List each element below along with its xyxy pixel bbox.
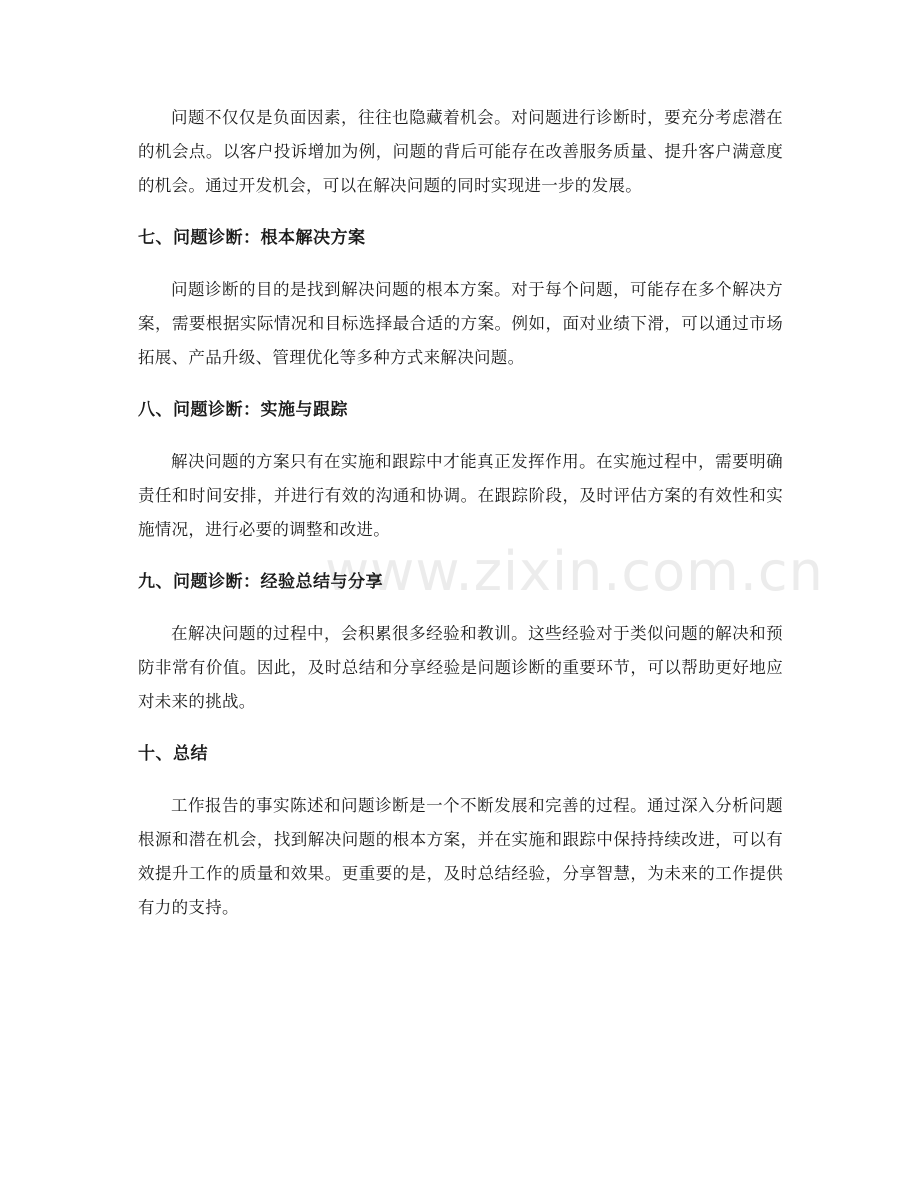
heading-section-8: 八、问题诊断：实施与跟踪 (138, 400, 348, 420)
heading-section-7: 七、问题诊断：根本解决方案 (138, 228, 366, 248)
document-body (138, 101, 783, 925)
watermark: www.zixin.com.cn (325, 540, 824, 603)
paragraph-section-8: 解决问题的方案只有在实施和跟踪中才能真正发挥作用。在实施过程中，需要明确责任和时间安排，并进行有效的沟通和协调。在跟踪阶段，及时评估方案的有效性和实施情况，进行必要的调整和改进。 (138, 452, 783, 539)
heading-section-9: 九、问题诊断：经验总结与分享 (138, 572, 383, 592)
paragraph-section-10: 工作报告的事实陈述和问题诊断是一个不断发展和完善的过程。通过深入分析问题根源和潜在机会，找到解决问题的根本方案，并在实施和跟踪中保持持续改进，可以有效提升工作的质量和效果。更重要的是，及时总结经验，分享智慧，为未来的工作提供有力的支持。 (138, 796, 783, 917)
heading-section-10: 十、总结 (138, 744, 208, 764)
paragraph-section-7: 问题诊断的目的是找到解决问题的根本方案。对于每个问题，可能存在多个解决方案，需要根据实际情况和目标选择最合适的方案。例如，面对业绩下滑，可以通过市场拓展、产品升级、管理优化等多种方式来解决问题。 (138, 280, 783, 367)
paragraph-section-9: 在解决问题的过程中，会积累很多经验和教训。这些经验对于类似问题的解决和预防非常有价值。因此，及时总结和分享经验是问题诊断的重要环节，可以帮助更好地应对未来的挑战。 (138, 624, 783, 711)
paragraph-opportunities: 问题不仅仅是负面因素，往往也隐藏着机会。对问题进行诊断时，要充分考虑潜在的机会点。以客户投诉增加为例，问题的背后可能存在改善服务质量、提升客户满意度的机会。通过开发机会，可以在解决问题的同时实现进一步的发展。 (138, 108, 783, 195)
